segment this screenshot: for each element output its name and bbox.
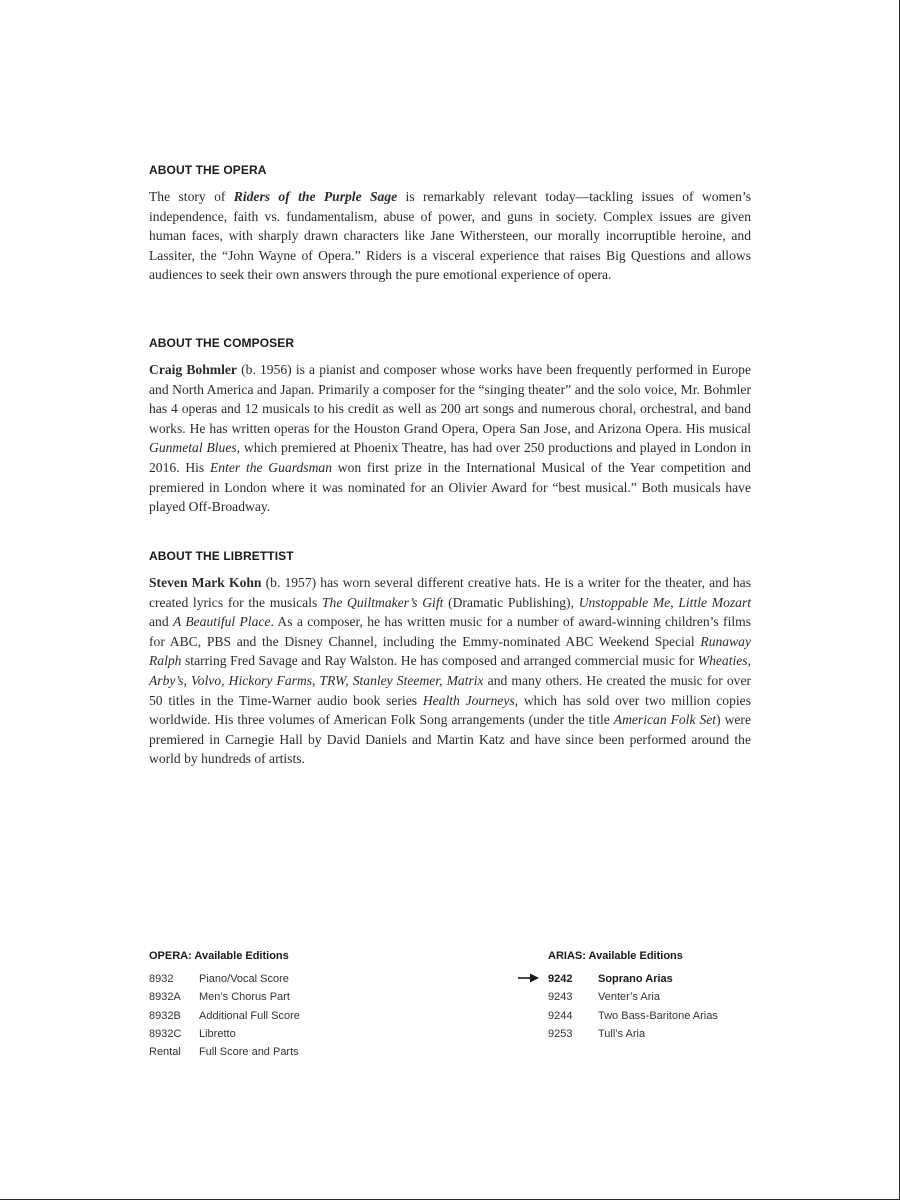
work-title: Health Journeys (422, 692, 515, 708)
work-title: Enter the Guardsman (209, 459, 332, 475)
edition-row[interactable] (548, 988, 788, 1006)
edition-title: Tull’s Aria (598, 1028, 646, 1041)
text-run: is remarkably relevant today—tackling issues of women’s independence, faith vs. fundamentalism, abuse of power, and guns in society. Complex issues are given human faces, with sharply drawn characters like Jane Withersteen, our morally incorruptible heroine, and Lassiter, the “John Wayne of Opera.” Riders is a visceral experience that raises Big Questions and allows audiences to seek their own answers through the pure emotional experience of opera. (149, 189, 752, 283)
work-title: A Beautiful Place (172, 614, 271, 630)
text-run: , which has sold over two million copies worldwide. His three volumes of American Folk Song arrangements (under the title (149, 692, 751, 728)
edition-row[interactable] (548, 1025, 788, 1043)
text-run: (b. 1957) has worn several different creative hats. He is a writer for the theater, and has created lyrics for the musicals (149, 575, 751, 610)
edition-code: 9243 (548, 991, 573, 1004)
about-composer-text (149, 360, 751, 517)
edition-title: Piano/Vocal Score (199, 973, 289, 986)
opera-editions-heading: OPERA: Available Editions (149, 950, 289, 962)
work-title: American Folk Set (613, 712, 717, 728)
edition-row[interactable] (149, 988, 409, 1006)
edition-code: 9242 (548, 973, 573, 986)
edition-code: 8932A (149, 991, 181, 1004)
edition-title: Libretto (199, 1028, 236, 1041)
about-composer-heading: ABOUT THE COMPOSER (149, 336, 295, 350)
edition-row[interactable] (149, 1043, 409, 1061)
edition-code: 8932 (149, 973, 174, 986)
work-title: Gunmetal Blues (149, 440, 237, 456)
about-opera-section (149, 163, 751, 285)
edition-title: Full Score and Parts (199, 1046, 299, 1059)
edition-code: 9253 (548, 1028, 573, 1041)
text-run: . As a composer, he has written music for a number of award-winning children’s films for ABC, PBS and the Disney Channel, including the Emmy-nominated ABC Weekend Special (149, 614, 751, 649)
about-opera-text (149, 187, 751, 285)
client-list: Wheaties, Arby’s, Volvo, Hickory Farms, TRW, Stanley Steemer, Matrix (149, 653, 751, 688)
edition-row[interactable] (149, 970, 409, 988)
text-run: starring Fred Savage and Ray Walston. He has composed and arranged commercial music for (181, 653, 698, 669)
edition-code: 8932C (149, 1028, 182, 1041)
about-opera-heading: ABOUT THE OPERA (149, 163, 267, 177)
edition-row[interactable] (548, 1007, 788, 1025)
text-run: The story of (149, 189, 234, 204)
edition-row[interactable] (149, 1007, 409, 1025)
librettist-name: Steven Mark Kohn (149, 575, 262, 590)
work-title: Unstoppable Me (578, 594, 671, 610)
work-title: Runaway Ralph (149, 633, 751, 669)
edition-title: Venter’s Aria (598, 991, 660, 1004)
text-run: won first prize in the International Musical of the Year competition and premiered in London where it was nominated for an Olivier Award for “best musical.” Both musicals have played Off-Broadway. (149, 459, 751, 515)
about-librettist-heading: ABOUT THE LIBRETTIST (149, 549, 294, 563)
edition-code: Rental (149, 1046, 181, 1059)
work-title: Little Mozart (678, 594, 752, 610)
edition-code: 8932B (149, 1009, 181, 1022)
arias-editions-heading: ARIAS: Available Editions (548, 950, 683, 962)
opera-title: Riders of the Purple Sage (233, 189, 398, 204)
text-run: , (670, 594, 679, 610)
text-run: (Dramatic Publishing), (443, 594, 579, 610)
about-librettist-section (149, 549, 751, 769)
work-title: The Quiltmaker’s Gift (321, 594, 444, 610)
text-run: (b. 1956) is a pianist and composer whose works have been frequently performed in Europe and North America and Japan. Primarily a composer for the “singing theater” and the solo voice, Mr. Bohmler has 4 operas and 12 musicals to his credit as well as 200 art songs and numerous choral, orchestral, and band works. He has written operas for the Houston Grand Opera, Opera San Jose, and Arizona Opera. His musical (149, 362, 751, 436)
opera-editions-list (149, 950, 409, 1061)
edition-code: 9244 (548, 1009, 573, 1022)
about-composer-section (149, 336, 751, 517)
text-run: and (149, 614, 173, 630)
text-run: ) were premiered in Carnegie Hall by David Daniels and Martin Katz and have since been performed around the world by hundreds of artists. (149, 712, 751, 767)
edition-title: Two Bass-Baritone Arias (598, 1009, 718, 1022)
edition-title: Additional Full Score (199, 1009, 300, 1022)
edition-title: Soprano Arias (598, 973, 673, 986)
edition-row[interactable] (149, 1025, 409, 1043)
text-run: , which premiered at Phoenix Theatre, has had over 250 productions and played in London in 2016. His (149, 440, 751, 475)
text-run: and many others. He created the music for over 50 titles in the Time-Warner audio book series (149, 672, 752, 708)
arrow-right-icon (518, 973, 540, 986)
arias-editions-list (548, 950, 788, 1043)
about-librettist-text (149, 573, 751, 769)
composer-name: Craig Bohmler (149, 362, 237, 377)
edition-title: Men’s Chorus Part (199, 991, 290, 1004)
edition-row-selected[interactable] (548, 970, 788, 988)
